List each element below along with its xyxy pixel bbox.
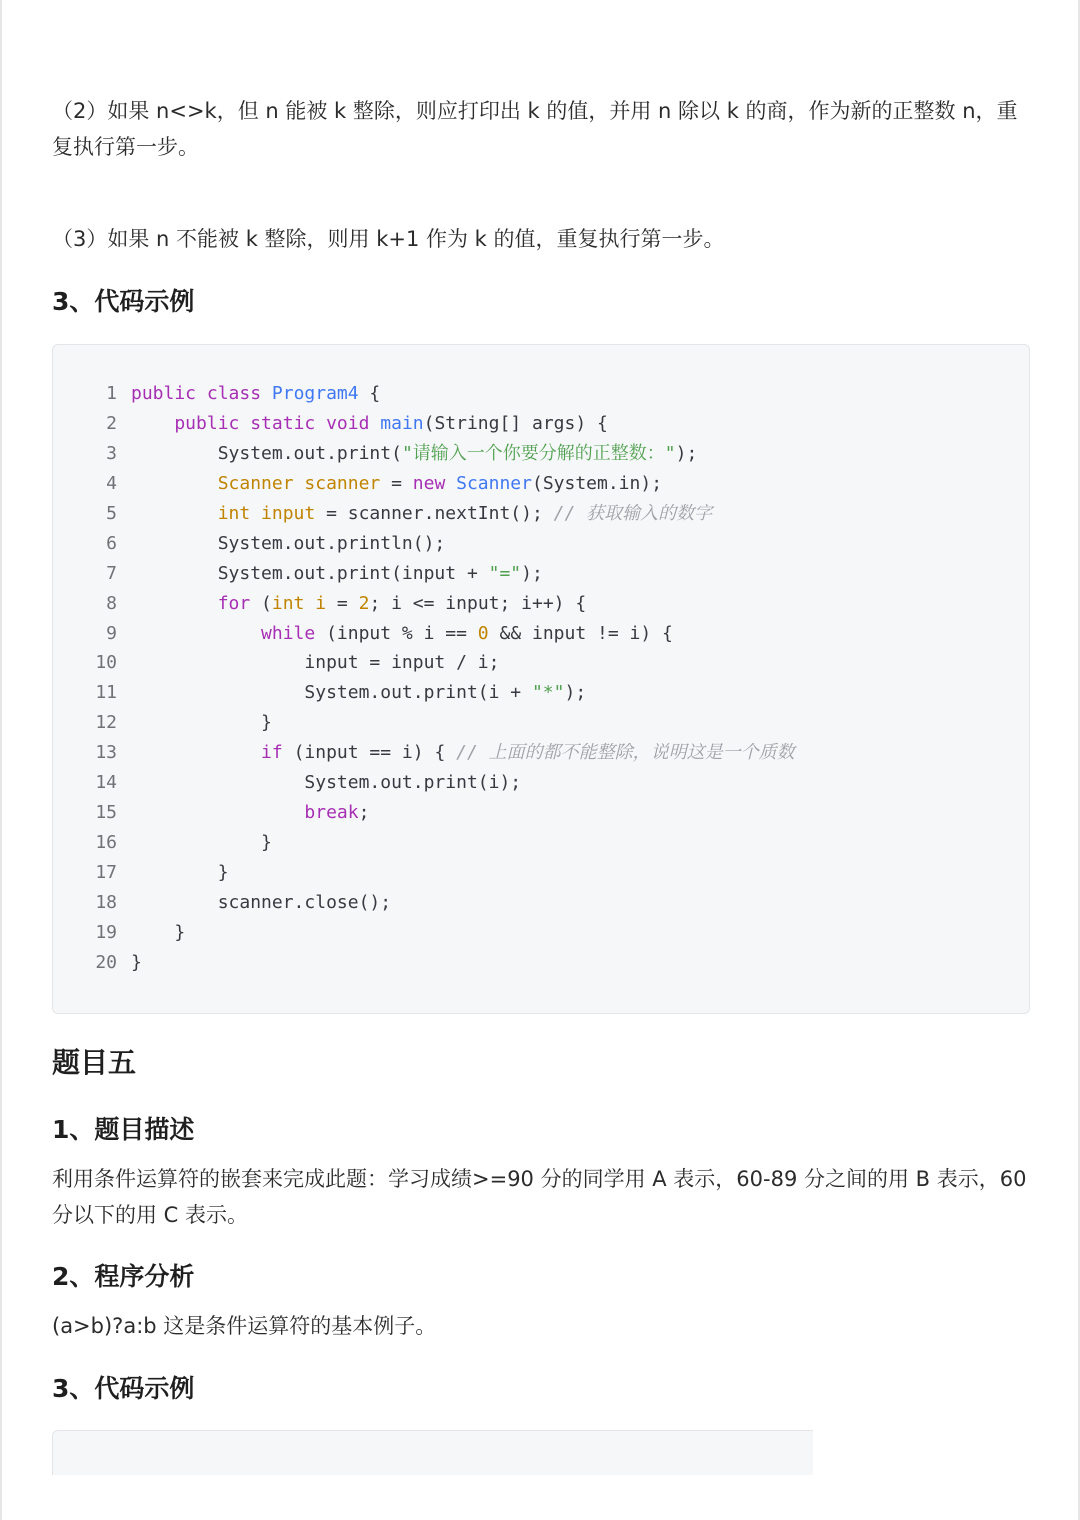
code-line (53, 619, 1029, 649)
code-token: // 上面的都不能整除，说明这是一个质数 (456, 742, 795, 764)
line-number: 15 (95, 802, 117, 824)
code-token: input = input / i; (131, 652, 500, 674)
line-number: 9 (106, 622, 117, 644)
line-number: 11 (95, 682, 117, 704)
code-token: (String[] args) { (423, 412, 608, 434)
code-token: public (131, 412, 251, 434)
line-number: 16 (95, 832, 117, 854)
line-number: 17 (95, 862, 117, 883)
code-line (53, 738, 1029, 768)
code-token: "*" (531, 682, 565, 704)
code-token: = (326, 592, 359, 614)
code-token: ); (564, 682, 587, 704)
code-line (53, 918, 1029, 948)
code-line (53, 678, 1029, 708)
code-token: = (380, 472, 413, 494)
code-token: ( (261, 592, 272, 614)
code-line (53, 828, 1029, 858)
code-token: (input % i == (326, 622, 478, 644)
code-token: System.out.print(i); (131, 772, 522, 794)
code-token: } (131, 951, 142, 973)
code-token: scanner.close(); (131, 891, 392, 913)
code-token: (System.in); (531, 472, 663, 494)
step2-line1: （2）如果 n<>k，但 n 能被 k 整除，则应打印出 k 的值，并用 n 除以 k 的商，作为新的正整数 n，重 (52, 99, 1018, 123)
code-token: = scanner.nextInt(); (315, 502, 554, 524)
code-line (53, 708, 1029, 738)
code-token: ; i <= input; i++) { (369, 592, 587, 614)
description-paragraph (52, 1161, 1030, 1233)
code-line (53, 559, 1029, 589)
code-token: System.out.println(); (131, 532, 446, 554)
code-token: if (131, 742, 294, 764)
line-number: 4 (106, 472, 117, 494)
analysis-paragraph: (a>b)?a:b 这是条件运算符的基本例子。 (52, 1314, 437, 1338)
code-line (53, 648, 1029, 678)
code-token: class (206, 383, 272, 404)
line-number: 19 (95, 921, 117, 943)
code-token: ); (675, 442, 698, 464)
code-token: int (131, 502, 262, 524)
analysis-heading: 2、程序分析 (52, 1262, 195, 1291)
code-example-heading-2: 3、代码示例 (52, 1374, 195, 1403)
step3-paragraph: （3）如果 n 不能被 k 整除，则用 k+1 作为 k 的值，重复执行第一步。 (52, 227, 725, 251)
code-token: for (131, 592, 262, 614)
line-number: 2 (106, 412, 117, 434)
code-block-2 (52, 1430, 813, 1475)
code-line (53, 439, 1029, 469)
code-token: main (380, 412, 424, 434)
code-token: { (358, 383, 381, 404)
code-token: 0 (477, 622, 489, 644)
code-token: public (131, 383, 207, 404)
code-line (53, 469, 1029, 499)
code-line (53, 379, 1029, 409)
code-token: 2 (358, 592, 370, 614)
code-line (53, 948, 1029, 978)
code-line (53, 768, 1029, 798)
code-line (53, 858, 1029, 888)
code-token: ; (358, 802, 370, 824)
code-token: } (131, 712, 272, 734)
code-token: && input != i) { (488, 622, 673, 644)
code-token: } (131, 921, 186, 943)
code-line (53, 589, 1029, 619)
code-token: static (250, 412, 327, 434)
code-line (53, 798, 1029, 828)
code-line (53, 888, 1029, 918)
code-token: "=" (488, 562, 522, 584)
code-token: while (131, 622, 327, 644)
code-token: System.out.print(input + (131, 562, 489, 584)
line-number: 13 (95, 742, 117, 764)
code-block (52, 344, 1030, 1014)
description-heading: 1、题目描述 (52, 1115, 195, 1144)
code-token: void (326, 412, 381, 434)
code-token: input (261, 502, 316, 524)
code-token: // 获取输入的数字 (553, 502, 713, 524)
line-number: 1 (106, 383, 117, 404)
code-token: Scanner (456, 472, 532, 494)
code-token: break (131, 802, 359, 824)
code-line (53, 409, 1029, 439)
line-number: 18 (95, 891, 117, 913)
description-line2: 分以下的用 C 表示。 (52, 1203, 249, 1227)
code-line (53, 499, 1029, 529)
line-number: 5 (106, 502, 117, 524)
line-number: 10 (95, 652, 117, 674)
code-token: "请输入一个你要分解的正整数：" (401, 442, 676, 464)
section-five-title: 题目五 (52, 1046, 137, 1079)
code-token: new (412, 472, 457, 494)
line-number: 7 (106, 562, 117, 584)
line-number: 12 (95, 712, 117, 734)
code-token: int (271, 592, 316, 614)
step2-line2: 复执行第一步。 (52, 135, 199, 159)
code-token: } (131, 862, 229, 883)
code-token: Program4 (271, 383, 359, 404)
code-token: scanner (304, 472, 381, 494)
code-token: (input == i) { (293, 742, 457, 764)
step2-paragraph (52, 93, 1030, 165)
code-line (53, 529, 1029, 559)
code-token: } (131, 832, 272, 854)
line-number: 6 (106, 532, 117, 554)
line-number: 8 (106, 592, 117, 614)
line-number: 14 (95, 772, 117, 794)
code-listing (53, 379, 1029, 978)
code-example-heading: 3、代码示例 (52, 287, 195, 316)
code-token: Scanner (131, 472, 305, 494)
line-number: 3 (106, 442, 117, 464)
code-token: System.out.print( (131, 442, 402, 464)
code-token: System.out.print(i + (131, 682, 532, 704)
line-number: 20 (95, 951, 117, 973)
description-line1: 利用条件运算符的嵌套来完成此题：学习成绩>=90 分的同学用 A 表示，60-89 分之间的用 B 表示，60 (52, 1167, 1027, 1191)
code-token: i (315, 592, 327, 614)
page-left-border (0, 0, 2, 1520)
code-token: ); (521, 562, 543, 584)
